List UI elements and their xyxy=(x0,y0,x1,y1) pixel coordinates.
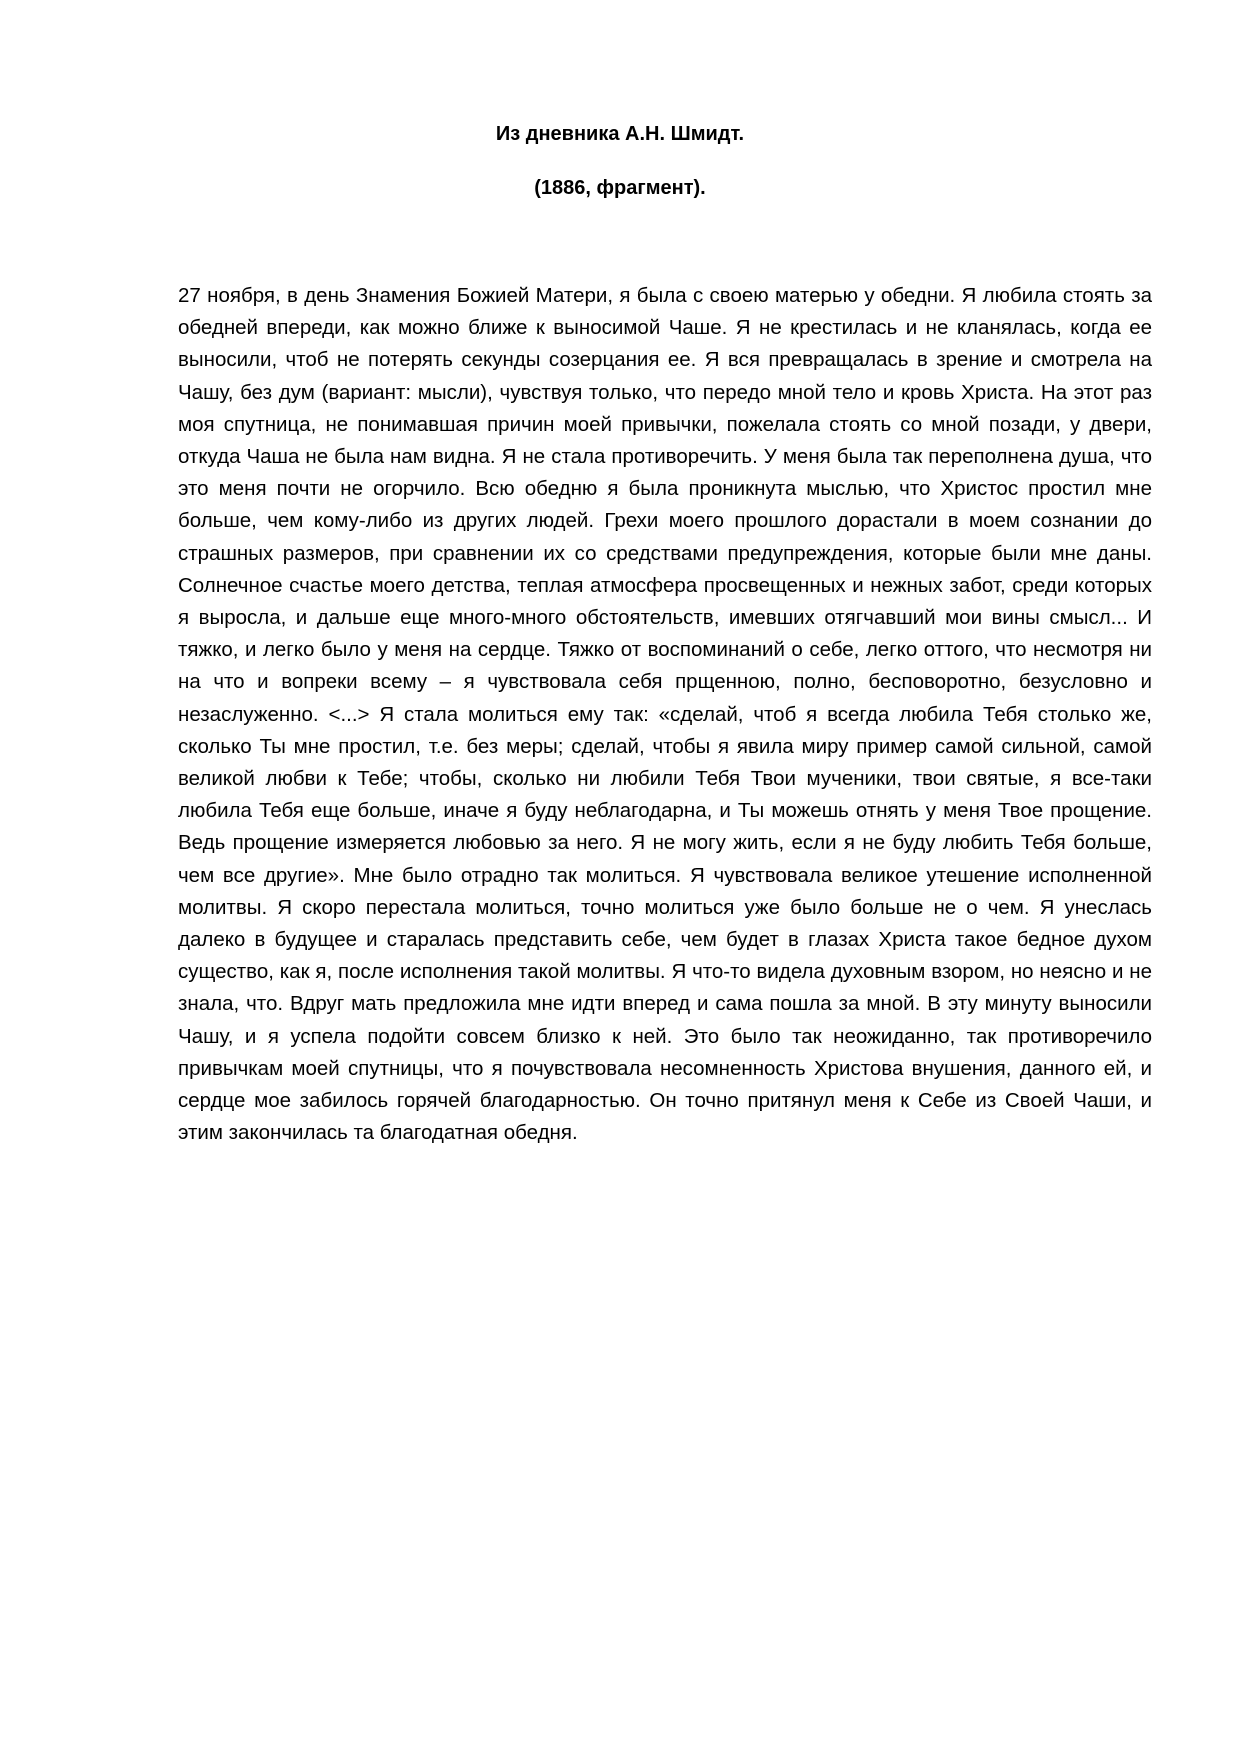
document-body-paragraph: 27 ноября, в день Знамения Божией Матери, я была с своею матерью у обедни. Я любила стоять за обедней впереди, как можно ближе к выносимой Чаше. Я не крестилась и не кланялась, когда ее выносили, чтоб не потерять секунды созерцания ее. Я вся превращалась в зрение и смотрела на Чашу, без дум (вариант: мысли), чувствуя только, что передо мной тело и кровь Христа. На этот раз моя спутница, не понимавшая причин моей привычки, пожелала стоять со мной позади, у двери, откуда Чаша не была нам видна. Я не стала противоречить. У меня была так переполнена душа, что это меня почти не огорчило. Всю обедню я была проникнута мыслью, что Христос простил мне больше, чем кому-либо из других людей. Грехи моего прошлого дорастали в моем сознании до страшных размеров, при сравнении их со средствами предупреждения, которые были мне даны. Солнечное счастье моего детства, теплая атмосфера просвещенных и нежных забот, среди которых я выросла, и дальше еще много-много обстоятельств, имевших отягчавший мои вины смысл... И тяжко, и легко было у меня на сердце. Тяжко от воспоминаний о себе, легко оттого, что несмотря ни на что и вопреки всему – я чувствовала себя прщенною, полно, бесповоротно, безусловно и незаслуженно. <...> Я стала молиться ему так: «сделай, чтоб я всегда любила Тебя столько же, сколько Ты мне простил, т.е. без меры; сделай, чтобы я явила миру пример самой сильной, самой великой любви к Тебе; чтобы, сколько ни любили Тебя Твои мученики, твои святые, я все-таки любила Тебя еще больше, иначе я буду неблагодарна, и Ты можешь отнять у меня Твое прощение. Ведь прощение измеряется любовью за него. Я не могу жить, если я не буду любить Тебя больше, чем все другие». Мне было отрадно так молиться. Я чувствовала великое утешение исполненной молитвы. Я скоро перестала молиться, точно молиться уже было больше не о чем. Я унеслась далеко в будущее и старалась представить себе, чем будет в глазах Христа такое бедное духом существо, как я, после исполнения такой молитвы. Я что-то видела духовным взором, но неясно и не знала, что. Вдруг мать предложила мне идти вперед и сама пошла за мной. В эту минуту выносили Чашу, и я успела подойти совсем близко к ней. Это было так неожиданно, так противоречило привычкам моей спутницы, что я почувствовала несомненность Христова внушения, данного ей, и сердце мое забилось горячей благодарностью. Он точно притянул меня к Себе из Своей Чаши, и этим закончилась та благодатная обедня. xyxy=(178,284,1152,1145)
document-title: Из дневника А.Н. Шмидт. xyxy=(495,123,745,145)
document-subtitle: (1886, фрагмент). xyxy=(534,177,706,199)
